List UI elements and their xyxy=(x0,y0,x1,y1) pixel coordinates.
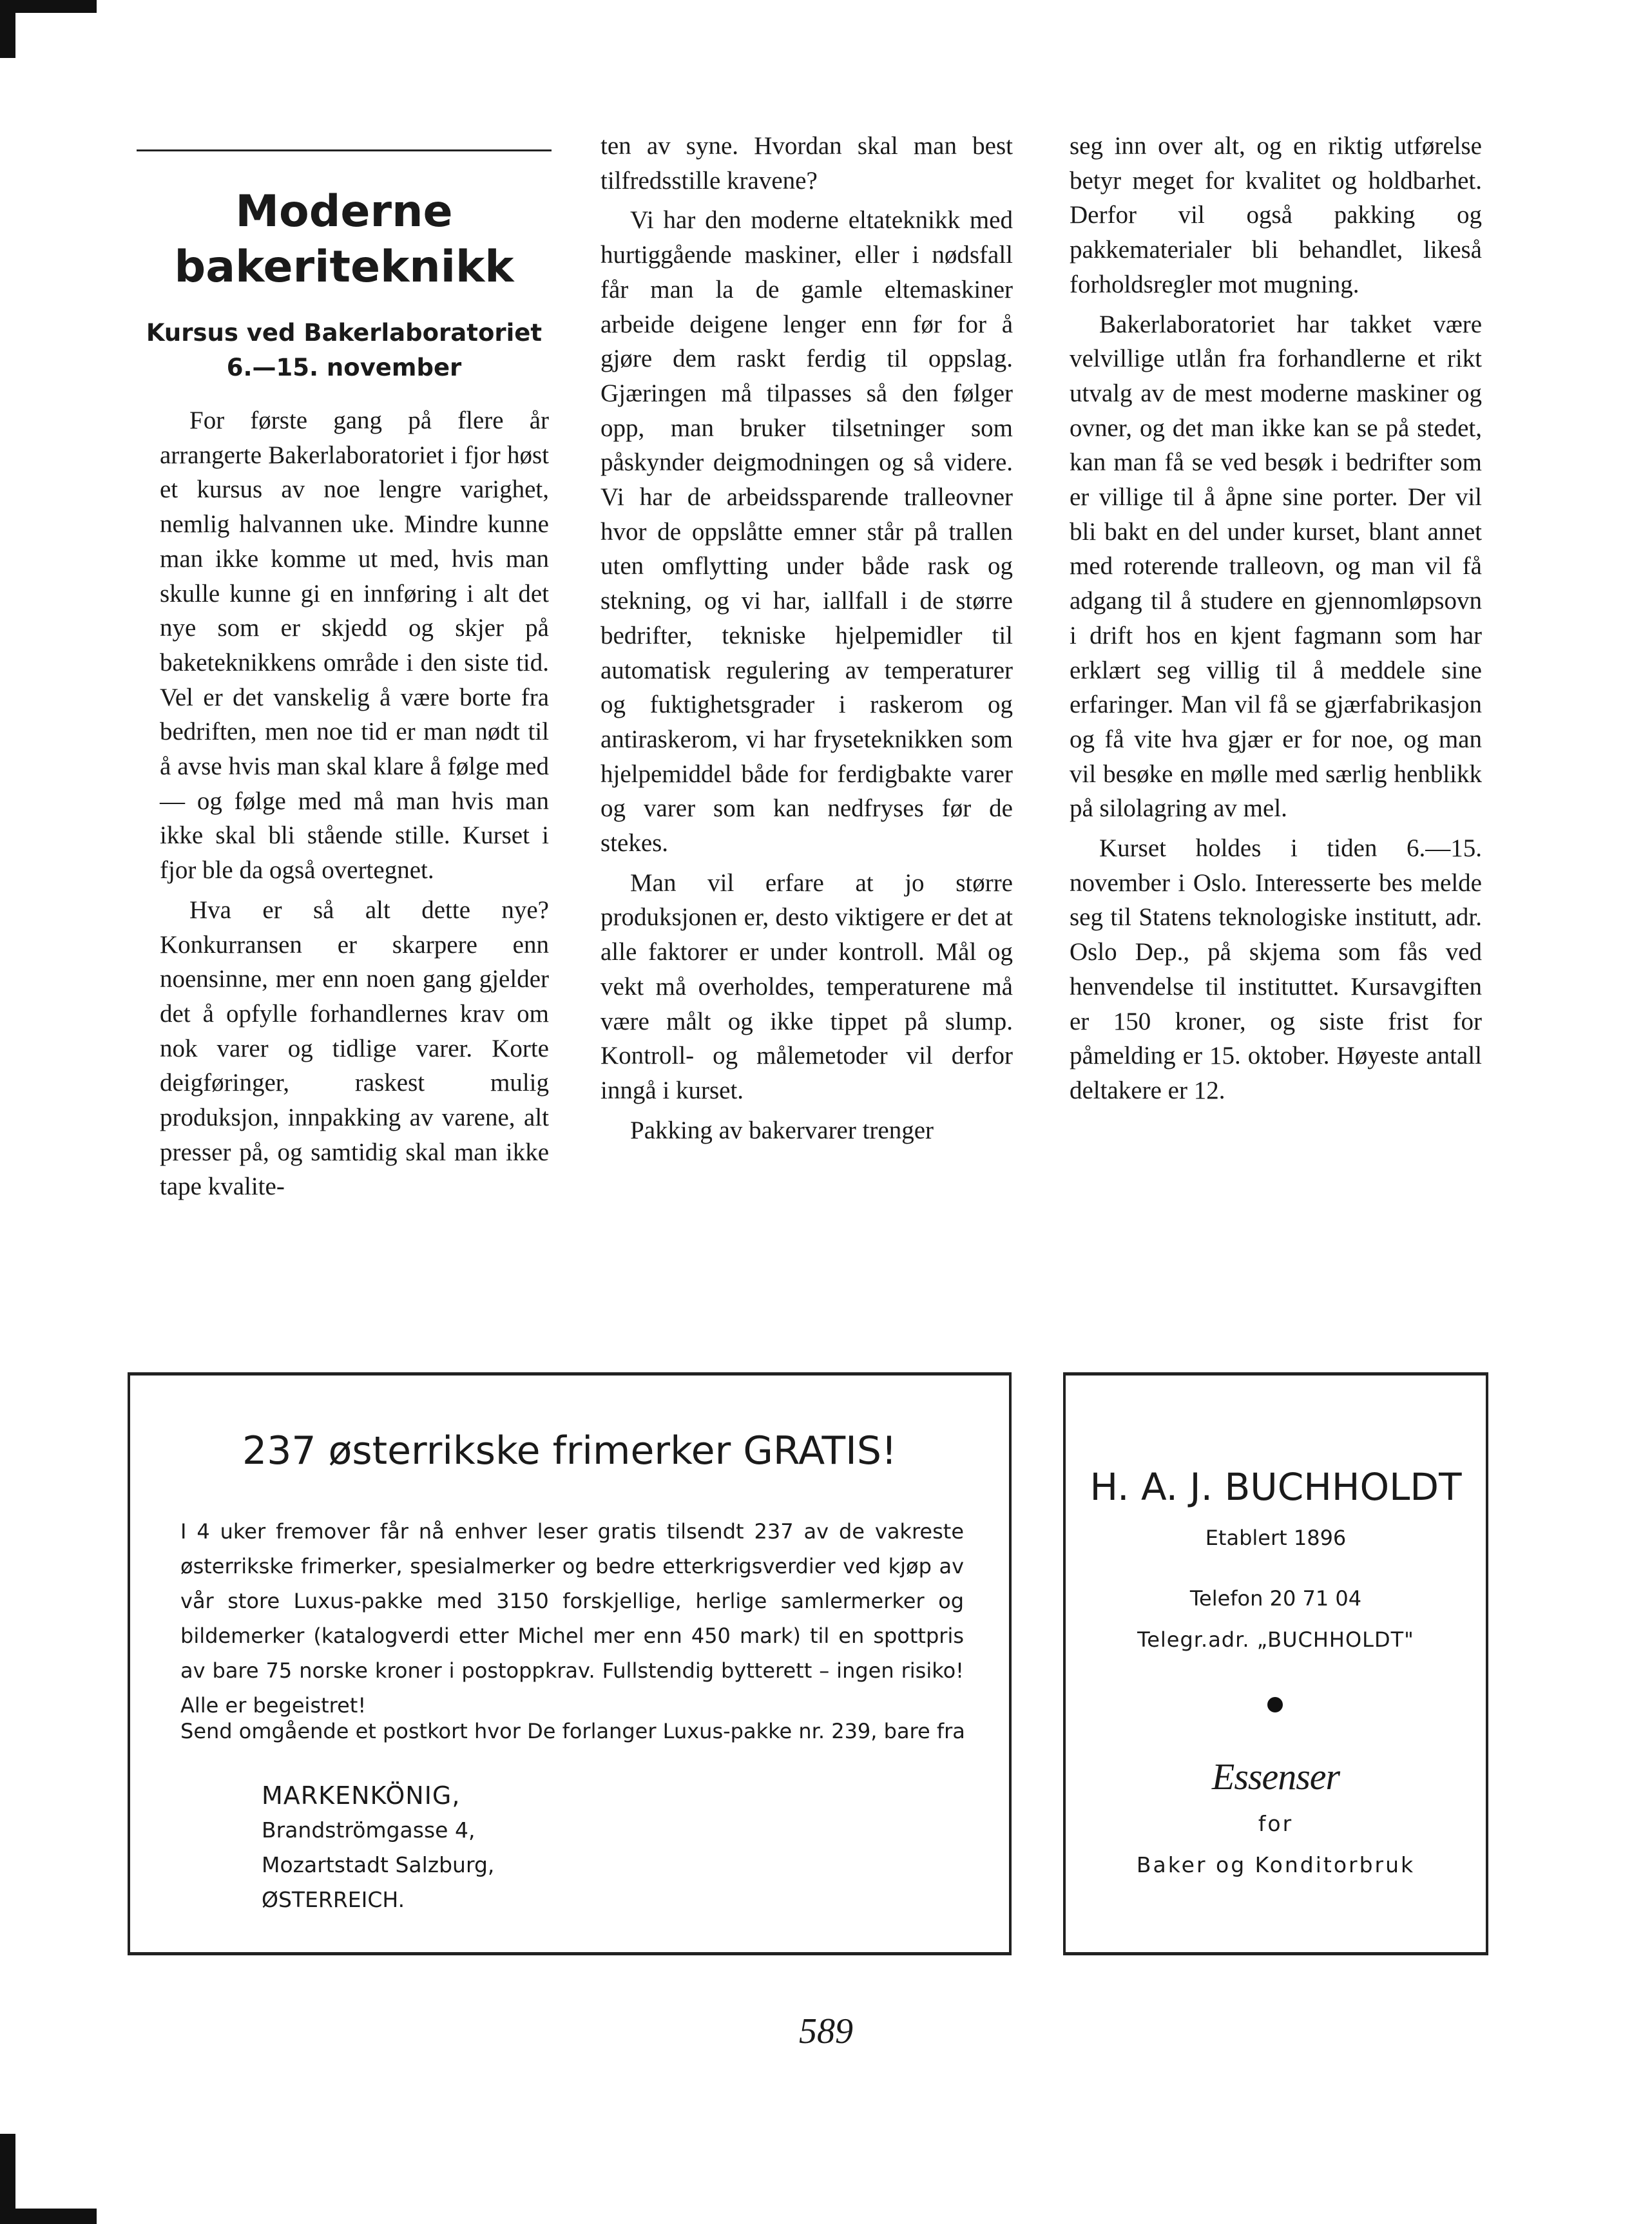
address-city: Mozartstadt Salzburg, xyxy=(262,1852,495,1877)
article-title: Moderne bakeriteknikk xyxy=(174,186,514,292)
buchholdt-advertisement xyxy=(1063,1372,1488,1955)
address-country: ØSTERREICH. xyxy=(262,1887,405,1912)
paragraph: Vi har den moderne eltateknikk med hurtiggående maskiner, eller i nødsfall får man la de gamle eltemaskiner arbeide deigene lenger enn før for å gjøre dem raskt ferdig til oppslag. Gjæringen må tilpasses så den følger opp, man bruker tilsetninger som påskynder deigmodningen og så videre. Vi har de arbeidssparende tralleovner hvor de oppslåtte emner står på trallen uten omflytting under både rask og stekning, og vi har, iallfall i de større bedrifter, tekniske hjelpemidler til automatisk regulering av temperaturer og fuktighetsgrader i raskerom og antiraskerom, vi har fryseteknikken som hjelpemiddel både for ferdigbakte varer og varer som kan nedfryses før de stekes. xyxy=(600,206,1013,858)
bullet-icon xyxy=(1267,1697,1283,1712)
paragraph: Man vil erfare at jo større produksjonen er, desto viktigere er det at alle faktorer er under kontroll. Mål og vekt må overholdes, temperaturene må være målt og ikke tippet på slump. Kontroll- og målemetoder vil derfor inngå i kurset. xyxy=(600,868,1013,1104)
subtitle-line-2: 6.—15. november xyxy=(226,354,462,381)
stamps-ad-title: 237 østerrikske frimerker GRATIS! xyxy=(242,1428,897,1473)
crop-mark-bottom-left xyxy=(0,2134,97,2224)
product-name: Essenser xyxy=(1211,1756,1340,1797)
paragraph: Bakerlaboratoriet har takket være velvillige utlån fra forhandlerne et rikt utvalg av de mest moderne maskiner og ovner, og det man ikke kan se på stedet, kan man få se ved besøk i bedrifter som er villige til å åpne sine porter. Der vil bli bakt en del under kurset, blant annet med roterende tralleovn, og man vil få adgang til å studere en gjennomløpsovn i drift hos en kjent fagmann som har erklært seg villig til å meddele sine erfaringer. Man vil få se gjærfabrikasjon og få vite hva gjær er for noe, og man vil besøke en mølle med særlig henblikk på silolagring av mel. xyxy=(1070,310,1482,823)
paragraph: Hva er så alt dette nye? Konkurransen er skarpere enn noensinne, mer enn noen gang gjelder det å opfylle forhandlernes krav om nok varer og tidlige varer. Korte deigføringer, raskest mulig produksjon, innpakking av varene, alt presser på, og samtidig skal man ikke tape kvalite- xyxy=(160,896,549,1201)
product-for: for xyxy=(1258,1811,1294,1836)
stamps-ad-body: I 4 uker fremover får nå enhver leser gratis tilsendt 237 av de vakreste østerrikske frimerker, spesialmerker og bedre etterkrigsverdier ved kjøp av vår store Luxus-pakke med 3150 forskjellige, herlige samlermerker og bildemerker (katalogverdi etter Michel mer enn 450 mark) til en spottpris av bare 75 norske kroner i postoppkrav. Fullstendig bytterett – ingen risiko! Alle er begeistret! xyxy=(180,1519,964,1718)
paragraph: ten av syne. Hvordan skal man best tilfredsstille kravene? xyxy=(600,132,1013,195)
company-name: H. A. J. BUCHHOLDT xyxy=(1090,1465,1462,1509)
address-street: Brandströmgasse 4, xyxy=(262,1817,475,1843)
page-number: 589 xyxy=(799,2011,853,2051)
crop-mark-top-left xyxy=(0,0,97,19)
address-name: MARKENKÖNIG, xyxy=(262,1781,461,1810)
telegram-address: Telegr.adr. „BUCHHOLDT" xyxy=(1137,1627,1414,1652)
article-column-2 xyxy=(600,129,1013,1147)
stamps-ad-address xyxy=(262,1778,494,1917)
paragraph: For første gang på flere år arrangerte Bakerlaboratoriet i fjor høst et kursus av noe lengre varighet, nemlig halvannen uke. Mindre kunne man ikke komme ut med, hvis man skulle kunne gi en innføring i alt det nye som er skjedd og skjer på baketeknikkens område i den siste tid. Vel er det vanskelig å være borte fra bedriften, men noe tid er man nødt til å avse hvis man skal klare å følge med — og følge med må man hvis man ikke skal bli stående stille. Kurset i fjor ble da også overtegnet. xyxy=(160,407,549,885)
stamps-advertisement xyxy=(128,1372,1012,1955)
stamps-ad-send: Send omgående et postkort hvor De forlanger Luxus-pakke nr. 239, bare fra xyxy=(180,1719,965,1743)
subtitle-line-1: Kursus ved Bakerlaboratoriet xyxy=(146,319,543,347)
established: Etablert 1896 xyxy=(1205,1526,1347,1550)
article-column-3 xyxy=(1070,129,1482,1108)
article-column-1 xyxy=(160,403,549,1204)
paragraph: seg inn over alt, og en riktig utførelse betyr meget for kvalitet og holdbarhet. Derfor vil også pakking og pakkematerialer bli behandlet, likeså forholdsregler mot mugning. xyxy=(1070,132,1482,298)
telephone: Telefon 20 71 04 xyxy=(1189,1586,1362,1611)
product-use: Baker og Konditorbruk xyxy=(1136,1852,1416,1877)
headline-rule xyxy=(137,149,552,151)
paragraph: Pakking av bakervarer trenger xyxy=(630,1116,934,1144)
article-subtitle xyxy=(137,316,552,385)
paragraph: Kurset holdes i tiden 6.—15. november i Oslo. Interesserte bes melde seg til Statens teknologiske institutt, adr. Oslo Dep., på skjema som fås ved henvendelse til instituttet. Kursavgiften er 150 kroner, og siste frist for påmelding er 15. oktober. Høyeste antall deltakere er 12. xyxy=(1070,834,1482,1104)
